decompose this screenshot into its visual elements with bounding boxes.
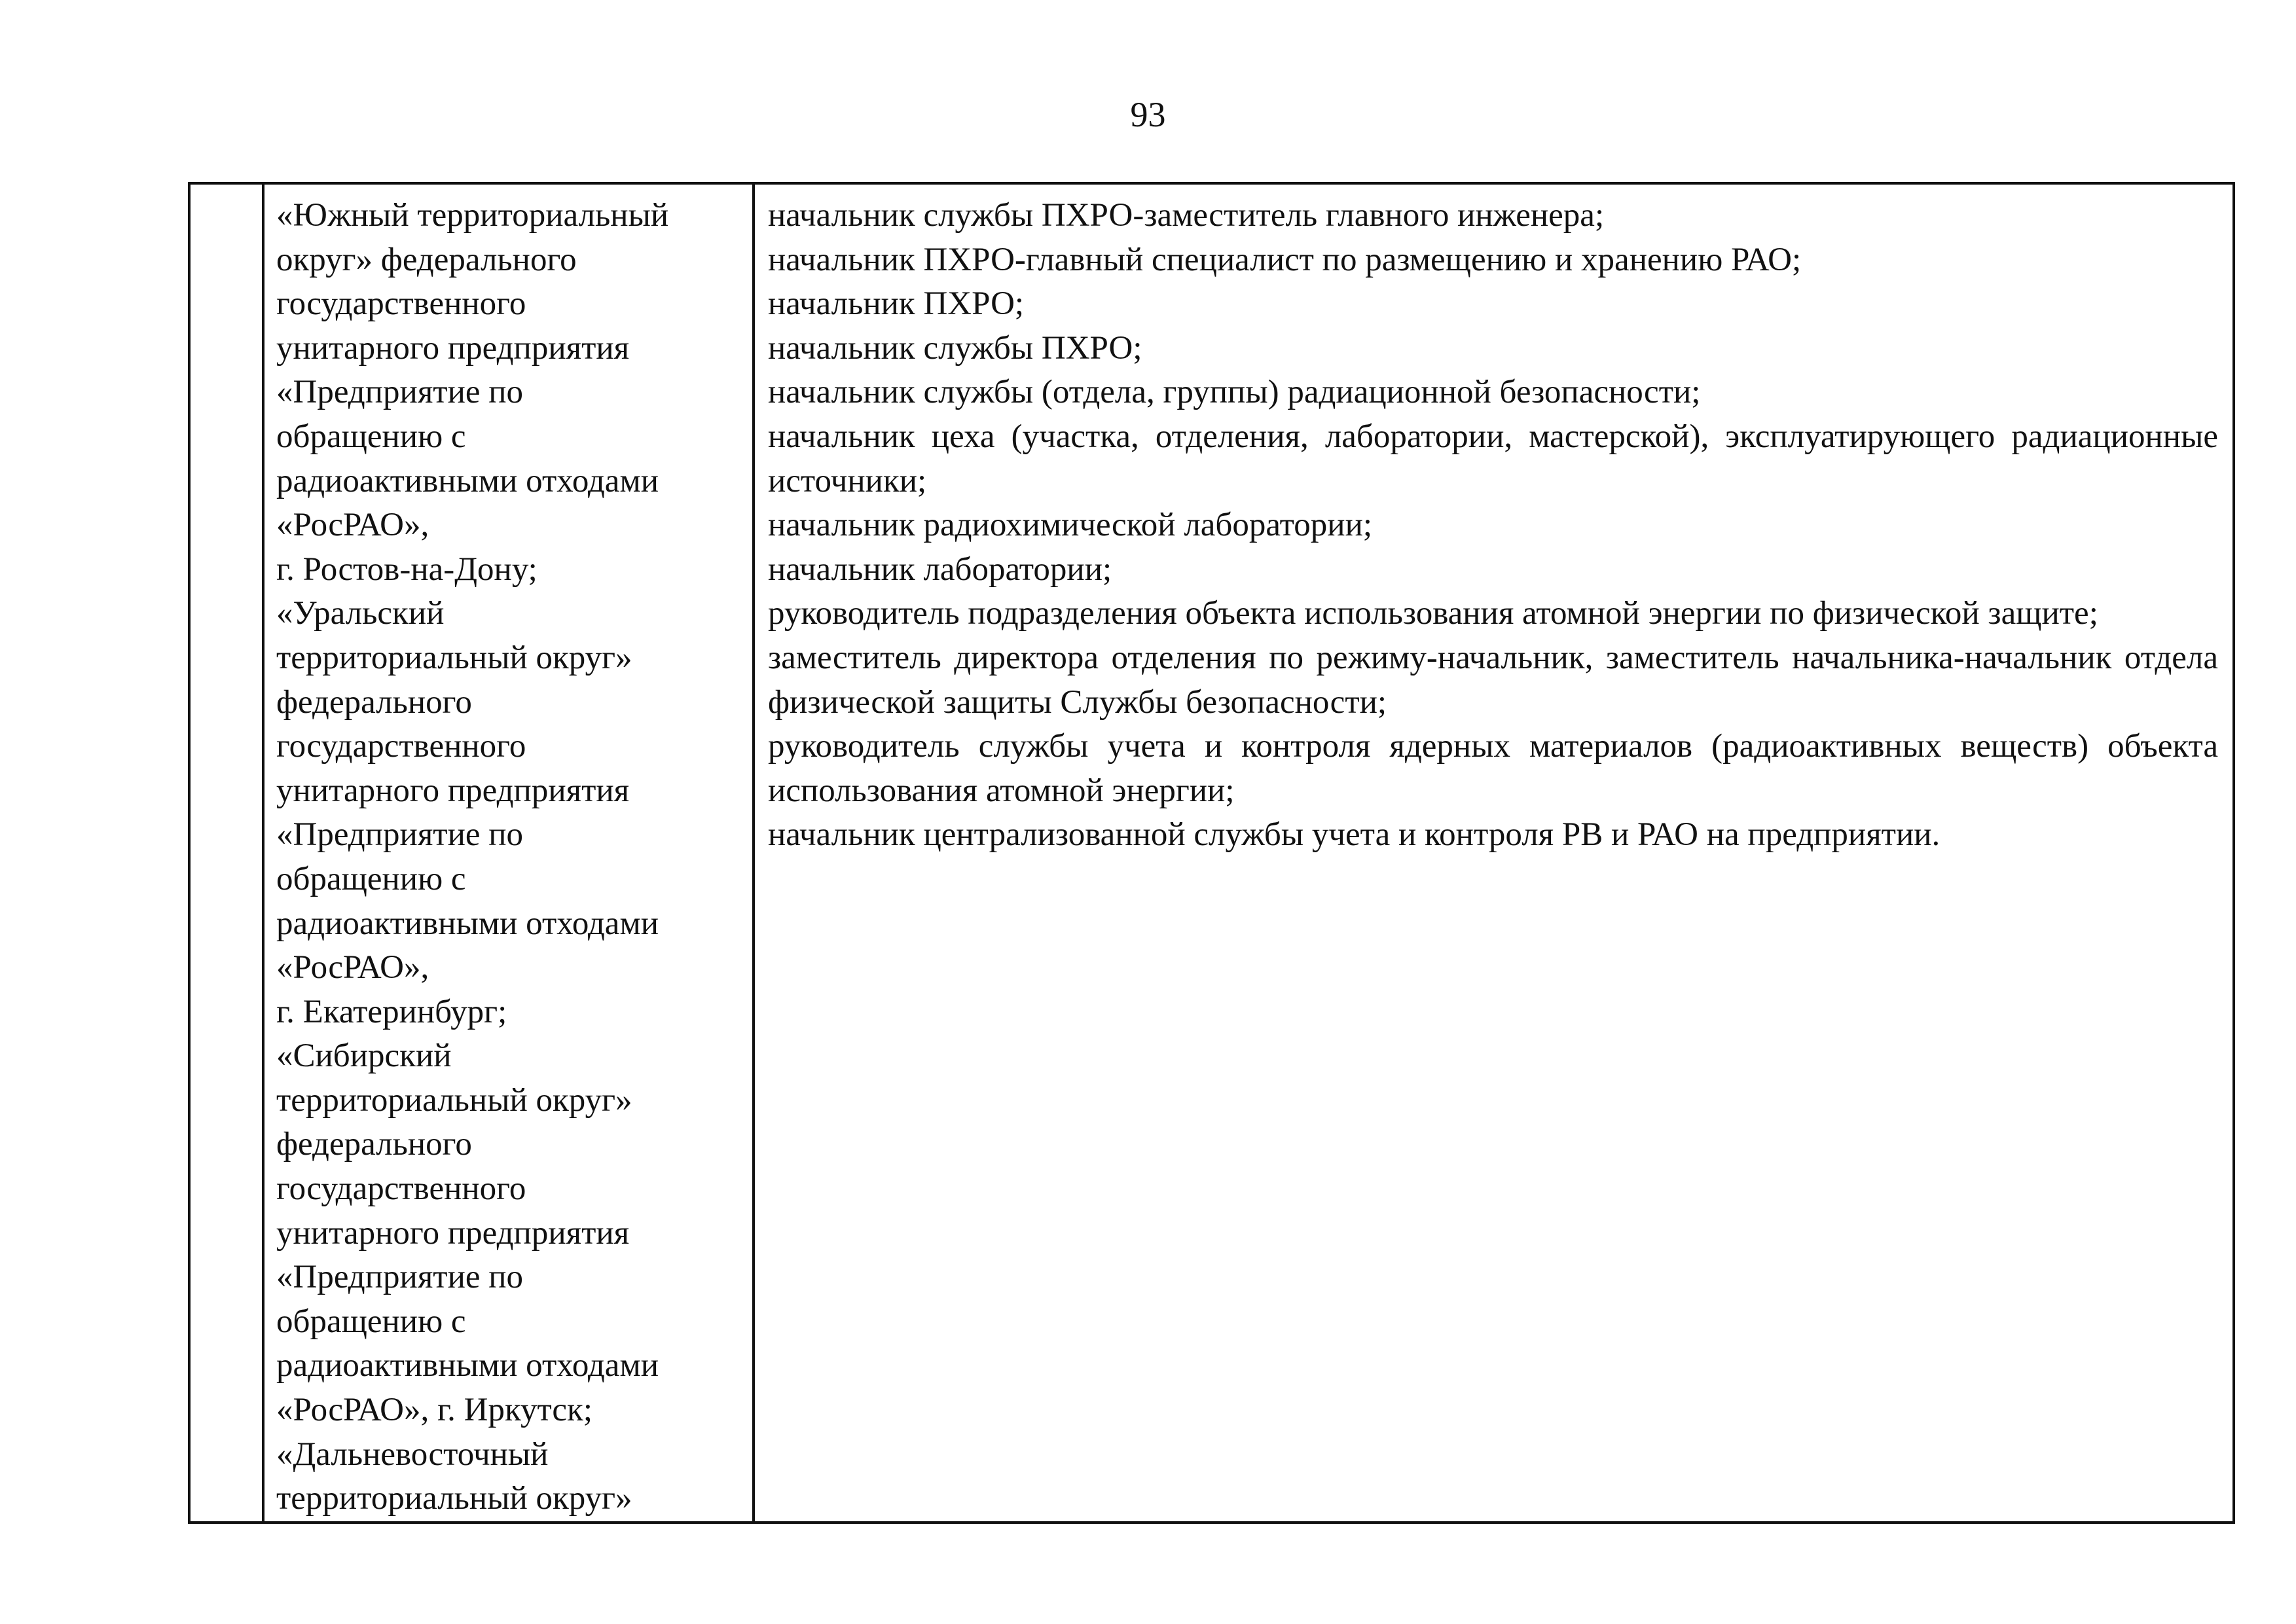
position-item: начальник цеха (участка, отделения, лаборатории, мастерской), эксплуатирующего радиационные источники; <box>768 418 2218 499</box>
organization-line: г. Екатеринбург; <box>276 993 507 1030</box>
position-item: начальник службы (отдела, группы) радиационной безопасности; <box>768 374 1701 411</box>
organization-line: государственного <box>276 285 526 323</box>
page-number: 93 <box>1130 95 1166 134</box>
row-number-cell <box>189 183 263 1523</box>
organization-line: унитарного предприятия <box>276 772 630 809</box>
table-row <box>189 183 2234 1523</box>
organization-line: «РосРАО», <box>276 507 429 544</box>
organization-line: федерального <box>276 683 472 721</box>
organization-line: федерального <box>276 1126 472 1163</box>
positions-cell <box>754 183 2234 1523</box>
organization-line: обращению с <box>276 1303 466 1340</box>
organization-line: округ» федерального <box>276 241 577 278</box>
position-item: начальник лаборатории; <box>768 550 1112 588</box>
organization-line: унитарного предприятия <box>276 329 630 367</box>
organization-line: радиоактивными отходами <box>276 462 659 499</box>
organization-line: радиоактивными отходами <box>276 1347 659 1384</box>
organization-line: унитарного предприятия <box>276 1214 630 1252</box>
position-item: начальник службы ПХРО; <box>768 329 1142 367</box>
organization-cell <box>263 183 754 1523</box>
position-item: начальник централизованной службы учета и контроля РВ и РАО на предприятии. <box>768 816 1941 854</box>
organization-line: «Дальневосточный <box>276 1435 549 1473</box>
position-item: начальник службы ПХРО-заместитель главного инженера; <box>768 197 1605 234</box>
organization-line: «Предприятие по <box>276 1259 524 1296</box>
position-item: заместитель директора отделения по режиму-начальник, заместитель начальника-начальник отдела физической защиты Службы безопасности; <box>768 639 2218 721</box>
organization-line: «Предприятие по <box>276 374 524 411</box>
organization-line: территориальный округ» <box>276 639 632 676</box>
organization-line: территориальный округ» <box>276 1081 632 1119</box>
organization-line: «РосРАО», <box>276 949 429 986</box>
organization-line: «Уральский <box>276 595 445 632</box>
organization-line: обращению с <box>276 860 466 897</box>
organization-line: «Предприятие по <box>276 816 524 854</box>
position-item: руководитель подразделения объекта использования атомной энергии по физической защите; <box>768 595 2098 632</box>
position-item: начальник радиохимической лаборатории; <box>768 507 1373 544</box>
organization-line: «Сибирский <box>276 1038 452 1075</box>
organization-line: государственного <box>276 1170 526 1208</box>
position-item: руководитель службы учета и контроля ядерных материалов (радиоактивных веществ) объекта использования атомной энергии; <box>768 728 2218 809</box>
organization-line: радиоактивными отходами <box>276 905 659 942</box>
organization-line: территориальный округ» <box>276 1480 632 1517</box>
organization-line: обращению с <box>276 418 466 455</box>
organization-line: г. Ростов-на-Дону; <box>276 550 538 588</box>
organization-line: «Южный территориальный <box>276 197 669 234</box>
positions-table <box>188 182 2235 1524</box>
position-item: начальник ПХРО-главный специалист по размещению и хранению РАО; <box>768 241 1802 278</box>
organization-line: государственного <box>276 728 526 765</box>
position-item: начальник ПХРО; <box>768 285 1025 323</box>
organization-line: «РосРАО», г. Иркутск; <box>276 1392 593 1429</box>
